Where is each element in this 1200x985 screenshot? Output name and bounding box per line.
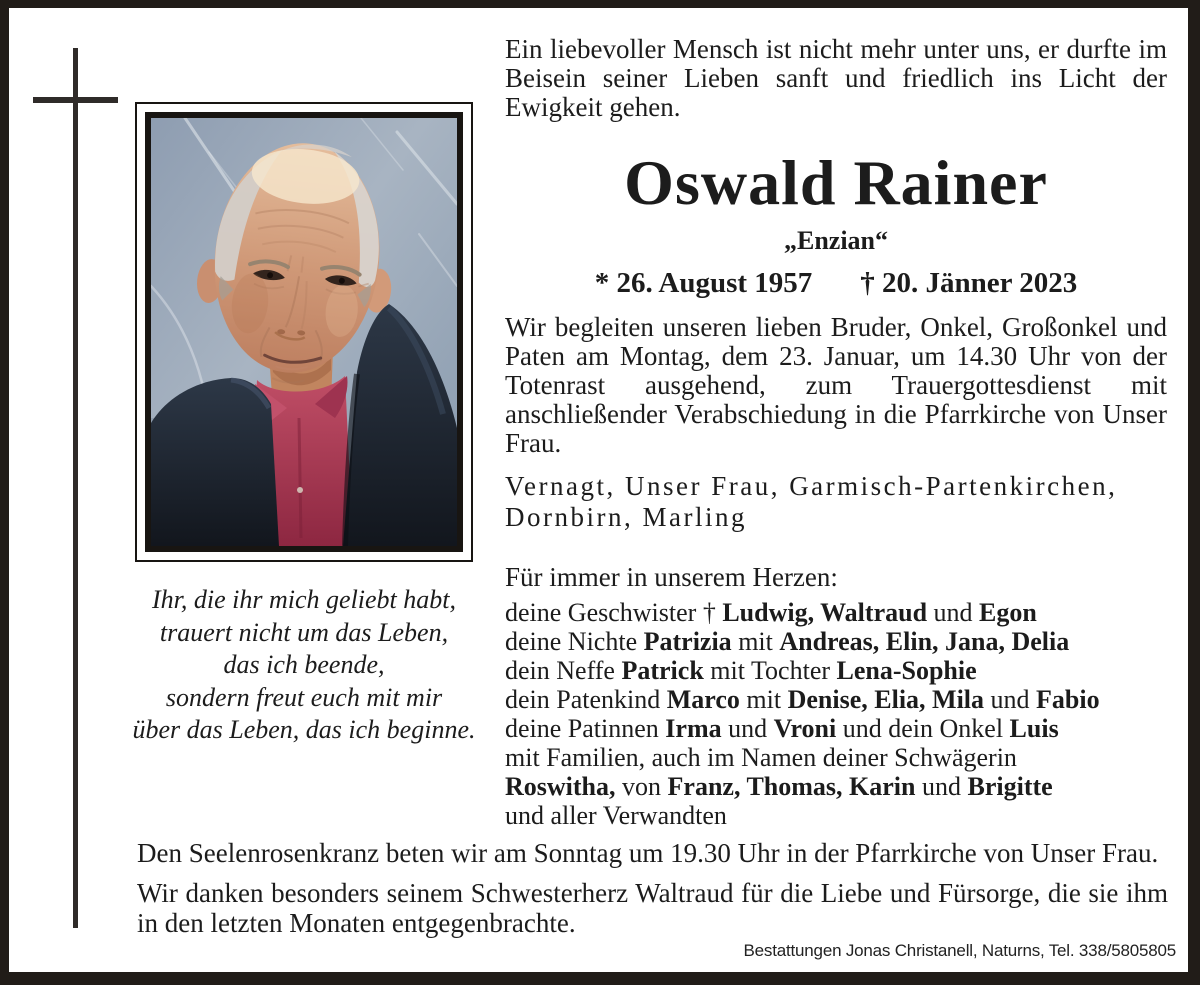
undertaker-contact: Bestattungen Jonas Christanell, Naturns, Tel. 338/5805805 <box>743 941 1176 960</box>
relatives-list <box>505 598 1167 830</box>
cross-horizontal-bar <box>33 97 118 103</box>
relative-line: dein Neffe Patrick mit Tochter Lena-Sophie <box>505 656 977 685</box>
relative-line: Roswitha, von Franz, Thomas, Karin und Brigitte <box>505 772 1053 801</box>
relative-line: dein Patenkind Marco mit Denise, Elia, Mila und Fabio <box>505 685 1100 714</box>
photo-frame <box>135 102 473 562</box>
main-column <box>505 35 1167 830</box>
funeral-text: Wir begleiten unseren lieben Bruder, Onkel, Großonkel und Paten am Montag, dem 23. Januar, um 14.30 Uhr von der Totenrast ausgehend, zum Trauergottesdienst mit anschließender Verabschiedung in die Pfarrkirche von Unser Frau. <box>505 312 1167 458</box>
opening-text: Ein liebevoller Mensch ist nicht mehr unter uns, er durfte im Beisein seiner Lieben sanft und friedlich ins Licht der Ewigkeit gehen. <box>505 34 1167 122</box>
places-line: Vernagt, Unser Frau, Garmisch-Partenkirchen, <box>505 471 1118 501</box>
portrait-illustration <box>151 118 457 546</box>
relative-line: und aller Verwandten <box>505 801 727 830</box>
relative-line: deine Nichte Patrizia mit Andreas, Elin, Jana, Delia <box>505 627 1070 656</box>
rosary-text: Den Seelenrosenkranz beten wir am Sonntag um 19.30 Uhr in der Pfarrkirche von Unser Frau. <box>137 838 1159 868</box>
portrait-photo <box>145 112 463 552</box>
poem-line: Ihr, die ihr mich geliebt habt, <box>151 585 456 614</box>
poem-line: trauert nicht um das Leben, <box>159 617 449 647</box>
birth-date: * 26. August 1957 <box>594 267 813 299</box>
deceased-name: Oswald Rainer <box>624 147 1048 218</box>
relative-line: deine Geschwister † Ludwig, Waltraud und Egon <box>505 598 1037 627</box>
death-date: † 20. Jänner 2023 <box>860 267 1078 299</box>
places-text <box>505 471 1167 533</box>
cross-vertical-bar <box>73 48 78 928</box>
poem-line: sondern freut euch mit mir <box>165 682 443 712</box>
places-line: Dornbirn, Marling <box>505 502 747 532</box>
poem-line: das ich beende, <box>223 650 385 679</box>
life-dates <box>505 268 1167 298</box>
relative-line: deine Patinnen Irma und Vroni und dein Onkel Luis <box>505 714 1059 743</box>
relative-line: mit Familien, auch im Namen deiner Schwägerin <box>505 743 1017 772</box>
nickname: „Enzian“ <box>783 226 889 255</box>
poem-line: über das Leben, das ich beginne. <box>132 715 476 744</box>
thanks-text: Wir danken besonders seinem Schwesterherz Waltraud für die Liebe und Fürsorge, die sie ihm in den letzten Monaten entgegenbrachte. <box>137 878 1168 938</box>
poem <box>129 584 479 747</box>
remembrance-header: Für immer in unserem Herzen: <box>505 562 838 592</box>
